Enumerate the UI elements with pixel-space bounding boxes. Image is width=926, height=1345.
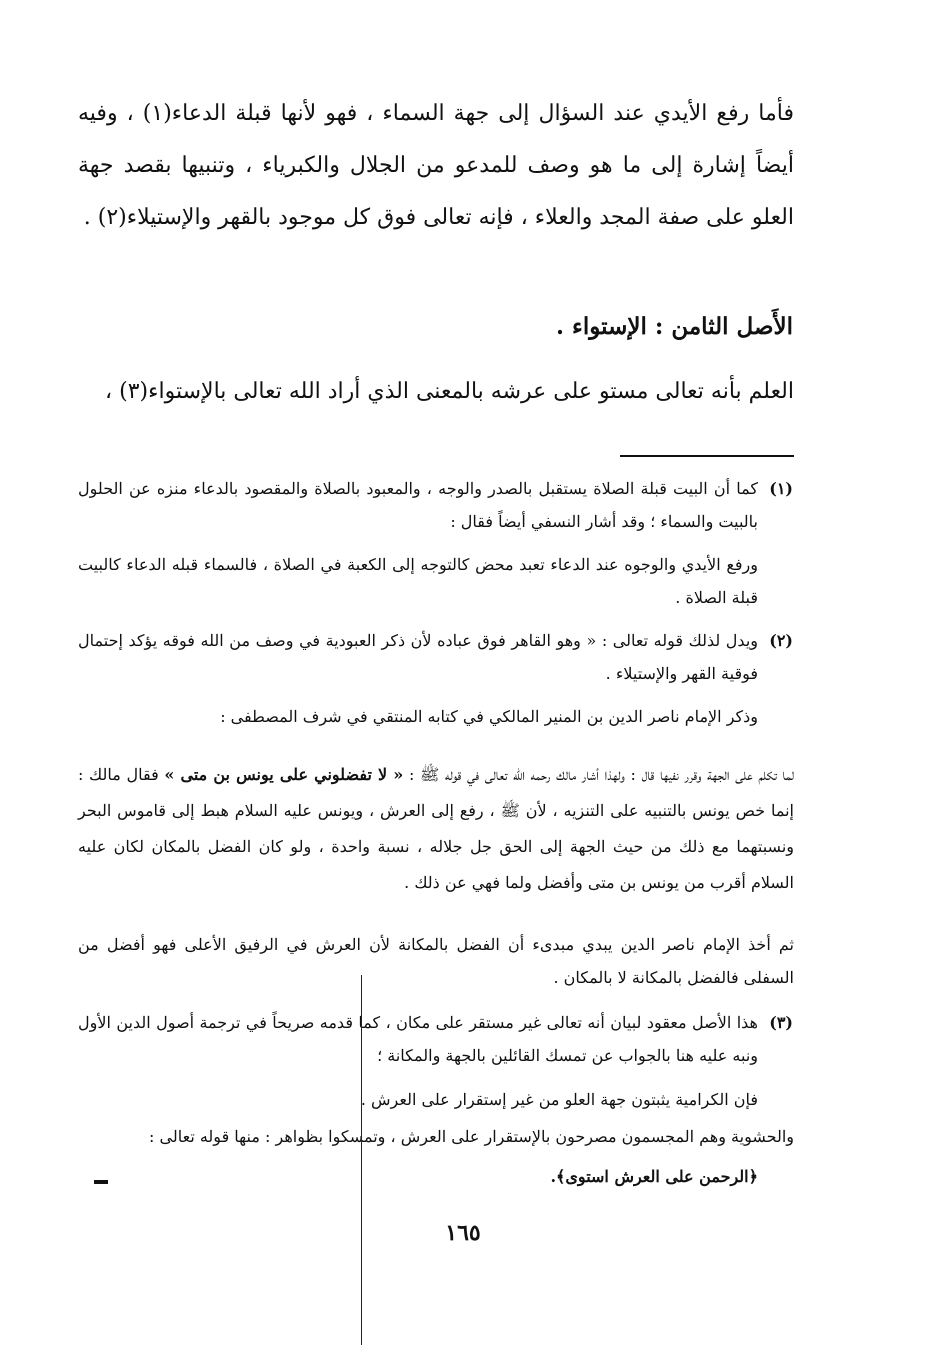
quote-text-2: فقال مالك : إنما خص يونس بالتنبيه على التنزيه ، لأن ﷺ ، رفع إلى العرش ، ويونس عليه السلام هبط إلى قاموس البحر ونسبتهما مع ذلك من حيث الجهة إلى الحق جل جلاله ، نسبة واحدة ، ولو كان الفضل بالمكان لكان عليه السلام أقرب من يونس بن متى وأفضل ولما فهي عن ذلك .	[78, 765, 794, 892]
section-heading: الأَصل الثامن : الإستواء .	[556, 313, 793, 340]
quote-hadith: « لا تفضلوني على يونس بن متى »	[164, 765, 404, 784]
footnote-1-number: (١)	[769, 479, 793, 498]
footnote-3-text: هذا الأصل معقود لبيان أنه تعالى غير مستقر على مكان ، كما قدمه صريحاً في ترجمة أصول الدين الأول ونبه عليه هنا بالجواب عن تمسك القائلين بالجهة والمكانة ؛	[78, 1013, 758, 1065]
footnote-2-closing: ثم أخذ الإمام ناصر الدين يبدي مبدىء أن الفضل بالمكانة لأن العرش في الرفيق الأعلى فهو أفضل من السفلى فالفضل بالمكانة لا بالمكان .	[78, 935, 794, 987]
body-paragraph-2: العلم بأنه تعالى مستو على عرشه بالمعنى الذي أراد الله تعالى بالإستواء(٣) ،	[105, 379, 794, 404]
quoted-passage	[78, 757, 794, 901]
margin-mark	[94, 1180, 108, 1184]
footnote-3-continuation-1: فإن الكرامية يثبتون جهة العلو من غير إستقرار على العرش .	[360, 1090, 758, 1109]
footnote-3-number: (٣)	[769, 1013, 793, 1032]
footnote-1-text: كما أن البيت قبلة الصلاة يستقبل بالصدر والوجه ، والمعبود بالصلاة والمقصود بالدعاء منزه عن الحلول بالبيت والسماء ؛ وقد أشار النسفي أيضاً فقال :	[78, 479, 758, 531]
footnote-3-continuation-2: والحشوية وهم المجسمون مصرحون بالإستقرار على العرش ، وتمسكوا بظواهر : منها قوله تعالى :	[149, 1127, 794, 1146]
page-number: ١٦٥	[445, 1220, 481, 1246]
body-paragraph-1: فأما رفع الأيدي عند السؤال إلى جهة السماء ، فهو لأنها قبلة الدعاء(١) ، وفيه أيضاً إشارة إلى ما هو وصف للمدعو من الجلال والكبرياء ، وتنبيها بقصد جهة العلو على صفة المجد والعلاء ، فإنه تعالى فوق كل موجود بالقهر والإستيلاء(٢) .	[78, 101, 794, 230]
footnote-2-number: (٢)	[769, 631, 793, 650]
footnote-separator	[620, 455, 794, 457]
footnote-2-text: ويدل لذلك قوله تعالى : « وهو القاهر فوق عباده لأن ذكر العبودية في وصف من الله فوقه يؤكد إحتمال فوقية القهر والإستيلاء .	[78, 631, 759, 683]
footnote-2-continuation: وذكر الإمام ناصر الدين بن المنير المالكي في كتابه المنتقي في شرف المصطفى :	[220, 707, 758, 726]
quranic-verse: ﴿الرحمن على العرش استوى﴾.	[550, 1167, 758, 1186]
quote-text-1: لما تكلم على الجهة وقرر نفيها قال : ولهذا أشار مالك رحمه الله تعالى في قوله ﷺ :	[403, 765, 795, 784]
footnote-1-continuation: ورفع الأيدي والوجوه عند الدعاء تعبد محض كالتوجه إلى الكعبة في الصلاة ، فالسماء قبله الدعاء كالبيت قبلة الصلاة .	[78, 555, 758, 607]
scan-artifact-line	[361, 975, 362, 1345]
